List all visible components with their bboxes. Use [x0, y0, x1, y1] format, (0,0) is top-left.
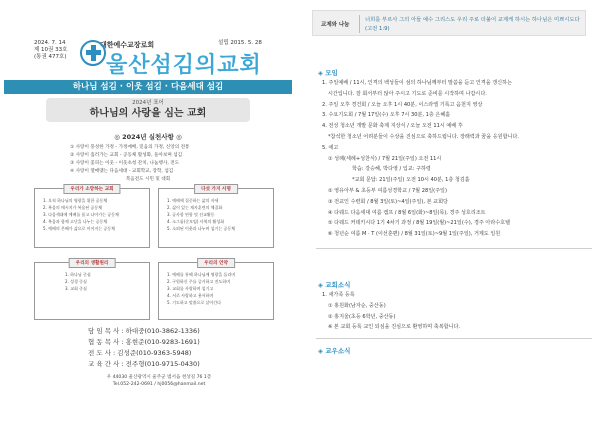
notice-line: 2. 주일 오후 경건회 / 오늘 오후 1시 40분, 이스라엘 기록고 음천지 영상 [322, 101, 483, 108]
box-item: 1. 예배에 집중하는 삶의 자세 [167, 198, 219, 203]
notice-line: *교회 문답: 21일(주일) 오전 10시 40분, 1층 청김홀 [352, 177, 470, 184]
news-line: ※ 본 교회 등록 교인 되심을 진심으로 환영하며 축복합니다. [328, 324, 461, 331]
notice-line: ④ 다웨드 다음세대 여름 캠프 / 8월 6일(화)~8일(목), 경주 성호리조트 [328, 209, 486, 216]
news-lines [322, 290, 592, 333]
notice-line: 시간입니다. 잘 회서부터 않아 주시고 기도로 준비를 시작하며 나갑시다. [328, 90, 487, 97]
year-theme-title: 하나님의 사랑을 심는 교회 [89, 108, 207, 119]
box-title: 다섯 가지 사명 [194, 184, 238, 194]
box-title: 우리가 소망하는 교회 [63, 184, 120, 194]
box-title: 우리의 언약 [197, 258, 235, 268]
notice-line: ③ 전교인 수련회 / 8월 3일(토)~4일(주일), 본 교회당 [328, 198, 448, 205]
box-item: 3. 교회 중심 [65, 286, 87, 291]
denomination: 대한예수교장로회 [100, 41, 155, 49]
fellowship-label: 교제와 나눔 [321, 22, 350, 28]
box-item: 1. 하나님 중심 [65, 272, 91, 277]
notice-line: ① 성례(세례+성찬식) / 7월 21일(주일) 오전 11시 [328, 155, 442, 162]
notice-line: 4. 전성 청소년 개발 문화 축제 지상식 / 오늘 오전 11시 예배 후 [322, 123, 463, 130]
issue-date: 2024. 7. 14 [34, 40, 66, 46]
box-item: 4. 서로 사랑하고 용서하며 [167, 293, 214, 298]
member-news-heading: ◈ 교우소식 [318, 347, 351, 355]
goals-list [70, 144, 226, 184]
mission-box [158, 188, 274, 248]
church-address [74, 374, 244, 388]
notice-line: ⑥ 청년순 여름 M · T (이선훈편) / 8월 31일(토)~9월 1일(주일), 거제도 일원 [328, 231, 501, 238]
year-theme-box [46, 98, 250, 122]
fellowship-verse-box [312, 10, 586, 36]
notice-heading: ◈ 모임 [318, 69, 338, 77]
goal-item: ④ 사랑이 열매맺는 다음세대 - 교회학교, 장학, 섬김 [70, 169, 174, 174]
box-item: 5. 소외된 이웃과 나누며 섬기는 공동체 [167, 226, 236, 231]
hoped-church-box [34, 188, 150, 248]
goals-title: ◎ 2024년 실천사항 ◎ [114, 133, 182, 141]
notice-line: ⑤ 다웨드 커데키시다 1기 4차기 과정 / 8월 19일(월)~21일(수), 경주 아라수호텔 [328, 220, 511, 227]
news-line: 1. 새가족 등록 [322, 292, 355, 298]
staff-row: 전 도 사 : 김성준(010-9363-5948) [88, 349, 192, 357]
notice-line: 3. 수요기도회 / 7월 17일(수) 오후 7시 30분, 1층 은혜홀 [322, 112, 451, 119]
box-item: 3. 다음세대에 예배를 품고 나아가는 공동체 [43, 212, 119, 217]
box-item: 4. 소그룹(순모임) 사역의 활성화 [167, 219, 225, 224]
contact-line: Tel.052-242-0691 / hj0056@hanmail.net [112, 382, 206, 387]
box-item: 2. 복음의 메시지가 복음된 공동체 [43, 205, 103, 210]
notice-line: *참석한 청소년 어려분들이 수상을 진심으로 축하드립니다. 장래력과 꿈을 응원합니다. [328, 133, 519, 140]
box-item: 2. 성경 중심 [65, 279, 87, 284]
goal-item: ② 사랑이 흘러가는 교회 - 공동체 활성화, 돌아보며 섬김 [70, 153, 183, 158]
notice-line: 학습: 강승혜, 박다영 / 입교: 구하령 [352, 166, 431, 173]
goal-item: ③ 사랑이 꽃피는 이웃 - 이웃초청 잔치, 나눔행사, 전도 [70, 161, 180, 166]
box-item: 2. 삶이 있는 제자훈련의 체질화 [167, 205, 223, 210]
box-item: 5. 기도하고 말씀으로 살아간다 [167, 300, 221, 305]
address-line: 우 44030 울산광역시 울주군 범서읍 천상길 76 1층 [106, 375, 212, 380]
goal-item: 복음전도 시민 및 대회 [125, 177, 171, 182]
founded-date: 설립 2015. 5. 28 [218, 40, 262, 46]
box-item: 4. 복음과 함께 고난을 나누는 공동체 [43, 219, 108, 224]
box-item: 5. 예배의 은혜가 삶으로 이어지는 공동체 [43, 226, 115, 231]
notice-line: 1. 주일예배 / 11시, 인격의 백성들이 섬의 하나님께부터 말씀을 듣고 인격을 갱신하는 [322, 80, 512, 86]
divider [359, 15, 360, 33]
issue-number: 제 10권 33호 [34, 47, 68, 53]
cross-logo-icon [80, 40, 106, 66]
church-name: 울산섬김의교회 [106, 53, 262, 78]
notice-line: 5. 에고 [322, 144, 339, 151]
section-divider [316, 338, 592, 339]
box-item: 1. 오직 하나님의 영광을 위한 공동체 [43, 198, 108, 203]
yearly-goals [70, 132, 226, 184]
issue-total: (통권 477호) [34, 54, 67, 60]
staff-row: 교 육 간 사 : 전주형(010-9715-0430) [88, 360, 200, 368]
section-divider [316, 248, 592, 249]
life-principle-box [34, 262, 150, 320]
goal-item: ① 사랑이 풍성한 가정 - 가정예배, 믿음의 가정, 신앙의 전통 [70, 145, 190, 150]
staff-row: 담 임 목 사 : 하대중(010-3862-1336) [88, 327, 200, 335]
staff-list [88, 326, 238, 370]
box-item: 3. 공사합 연합 및 선교활동 [167, 212, 215, 217]
notice-line: ② 영유아부 & 초등부 여름성경학교 / 7월 28일(주일) [328, 187, 447, 194]
box-title: 우리의 생활원리 [69, 258, 116, 268]
year-theme-label: 2024년 표어 [132, 100, 164, 106]
front-cover [4, 0, 292, 424]
box-item: 1. 예배를 통해 하나님께 영광을 돌리며 [167, 272, 236, 277]
church-motto: 하나님 섬김 · 이웃 섬김 · 다음세대 섬김 [4, 80, 292, 94]
covenant-box [158, 262, 274, 320]
box-item: 3. 교회를 사랑하며 섬기고 [167, 286, 214, 291]
news-page [302, 0, 600, 424]
news-heading: ◈ 교회소식 [318, 281, 351, 289]
box-item: 2. 구원하신 주를 증거하고 전도하며 [167, 279, 230, 284]
fellowship-verse: 너희를 부르사 그의 아들 예수 그리스도 우리 주로 더불어 교제케 하시는 하나님은 미쁘시도다 (고전 1:9) [365, 17, 580, 32]
staff-row: 협 동 목 사 : 홍현준(010-9283-1691) [88, 338, 200, 346]
notice-lines [322, 78, 592, 240]
news-line: ① 홍원화(남자순, 중산동) [328, 302, 386, 309]
news-line: ② 홍지울(초등 6학년, 중산동) [328, 313, 396, 320]
